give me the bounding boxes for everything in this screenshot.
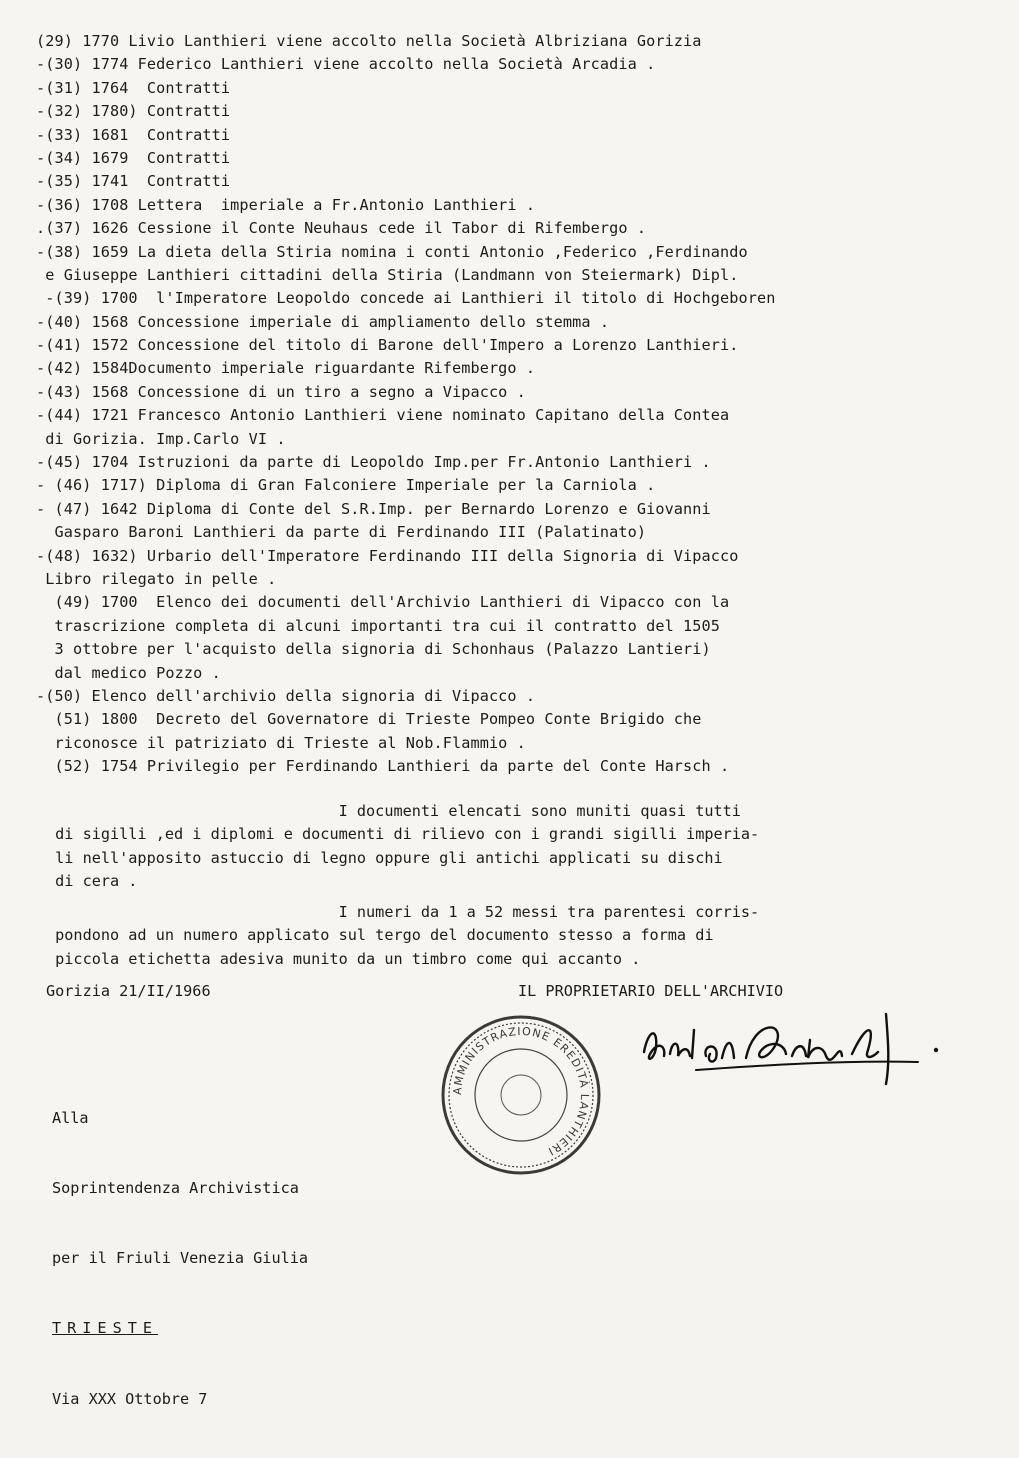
document-entry-line: trascrizione completa di alcuni importanti tra cui il contratto del 1505: [36, 616, 721, 635]
address-street: Via XXX Ottobre 7: [52, 1389, 208, 1408]
document-entry-line: -(45) 1704 Istruzioni da parte di Leopoldo Imp.per Fr.Antonio Lanthieri .: [36, 453, 711, 472]
address-line-1: Alla: [52, 1108, 89, 1127]
document-entry-line: -(36) 1708 Lettera imperiale a Fr.Antonio Lanthieri .: [36, 195, 536, 214]
paragraph-line: di sigilli ,ed i diplomi e documenti di rilievo con i grandi sigilli imperia-: [46, 825, 760, 844]
document-entry-line: -(34) 1679 Contratti: [36, 148, 231, 167]
document-entry-line: (51) 1800 Decreto del Governatore di Trieste Pompeo Conte Brigido che: [36, 710, 702, 729]
paragraph-line: I documenti elencati sono muniti quasi tutti: [46, 802, 741, 820]
recipient-address: [52, 1060, 308, 1458]
document-entry-line: -(44) 1721 Francesco Antonio Lanthieri viene nominato Capitano della Contea: [36, 406, 730, 425]
paragraph-seals: [46, 800, 986, 894]
paragraph-numbers: [46, 901, 986, 971]
document-entry-line: -(33) 1681 Contratti: [36, 125, 231, 144]
document-entry-line: -(42) 1584Documento imperiale riguardante Rifembergo .: [36, 359, 536, 378]
place-date: Gorizia 21/II/1966: [46, 982, 211, 1000]
document-entry-line: -(38) 1659 La dieta della Stiria nomina i conti Antonio ,Federico ,Ferdinando: [36, 242, 748, 261]
document-entry-line: -(50) Elenco dell'archivio della signoria di Vipacco .: [36, 686, 536, 705]
document-entry-line: di Gorizia. Imp.Carlo VI .: [36, 429, 286, 448]
document-entry-line: (52) 1754 Privilegio per Ferdinando Lanthieri da parte del Conte Harsch .: [36, 757, 730, 776]
paragraph-line: di cera .: [46, 872, 138, 891]
document-entry-line: - (47) 1642 Diploma di Conte del S.R.Imp. per Bernardo Lorenzo e Giovanni: [36, 499, 711, 518]
owner-label: IL PROPRIETARIO DELL'ARCHIVIO: [518, 982, 784, 1000]
document-entry-line: -(30) 1774 Federico Lanthieri viene accolto nella Società Arcadia .: [36, 55, 656, 74]
document-entry-line: (29) 1770 Livio Lanthieri viene accolto nella Società Albriziana Gorizia: [36, 32, 702, 50]
document-entry-line: 3 ottobre per l'acquisto della signoria di Schonhaus (Palazzo Lantieri): [36, 640, 711, 659]
paragraph-line: I numeri da 1 a 52 messi tra parentesi corris-: [46, 903, 760, 921]
document-entry-line: -(35) 1741 Contratti: [36, 172, 231, 191]
address-line-2: Soprintendenza Archivistica: [52, 1179, 299, 1198]
document-entry-line: e Giuseppe Lanthieri cittadini della Stiria (Landmann von Steiermark) Dipl.: [36, 265, 739, 284]
svg-text:AMMINISTRAZIONE EREDITÀ LANTHI: [451, 1025, 591, 1158]
signature: [636, 1000, 956, 1090]
document-entry-line: riconosce il patriziato di Trieste al Nob.Flammio .: [36, 733, 526, 752]
document-list: [36, 30, 996, 779]
address-line-3: per il Friuli Venezia Giulia: [52, 1249, 309, 1268]
document-entry-line: - (46) 1717) Diploma di Gran Falconiere Imperiale per la Carniola .: [36, 476, 656, 495]
paragraph-line: piccola etichetta adesiva munito da un timbro come qui accanto .: [46, 949, 641, 968]
document-entry-line: -(40) 1568 Concessione imperiale di ampliamento dello stemma .: [36, 312, 610, 331]
document-entry-line: Gasparo Baroni Lanthieri da parte di Ferdinando III (Palatinato): [36, 523, 647, 542]
stamp-text: AMMINISTRAZIONE EREDITÀ LANTHIERI: [450, 1024, 592, 1159]
document-entry-line: (49) 1700 Elenco dei documenti dell'Archivio Lanthieri di Vipacco con la: [36, 593, 730, 612]
document-entry-line: -(41) 1572 Concessione del titolo di Barone dell'Impero a Lorenzo Lanthieri.: [36, 336, 739, 355]
paragraph-line: pondono ad un numero applicato sul tergo del documento stesso a forma di: [46, 926, 714, 945]
paragraph-line: li nell'apposito astuccio di legno oppure gli antichi applicati su dischi: [46, 848, 723, 867]
address-city: TRIESTE: [52, 1319, 159, 1338]
document-entry-line: -(43) 1568 Concessione di un tiro a segno a Vipacco .: [36, 382, 526, 401]
document-entry-line: -(32) 1780) Contratti: [36, 102, 231, 121]
archive-stamp: [438, 1012, 604, 1178]
document-entry-line: .(37) 1626 Cessione il Conte Neuhaus cede il Tabor di Rifembergo .: [36, 219, 647, 238]
document-entry-line: -(39) 1700 l'Imperatore Leopoldo concede ai Lanthieri il titolo di Hochgeboren: [36, 289, 776, 308]
document-entry-line: Libro rilegato in pelle .: [36, 569, 277, 588]
document-entry-line: dal medico Pozzo .: [36, 663, 221, 682]
document-entry-line: -(31) 1764 Contratti: [36, 78, 231, 97]
document-entry-line: -(48) 1632) Urbario dell'Imperatore Ferdinando III della Signoria di Vipacco: [36, 546, 739, 565]
